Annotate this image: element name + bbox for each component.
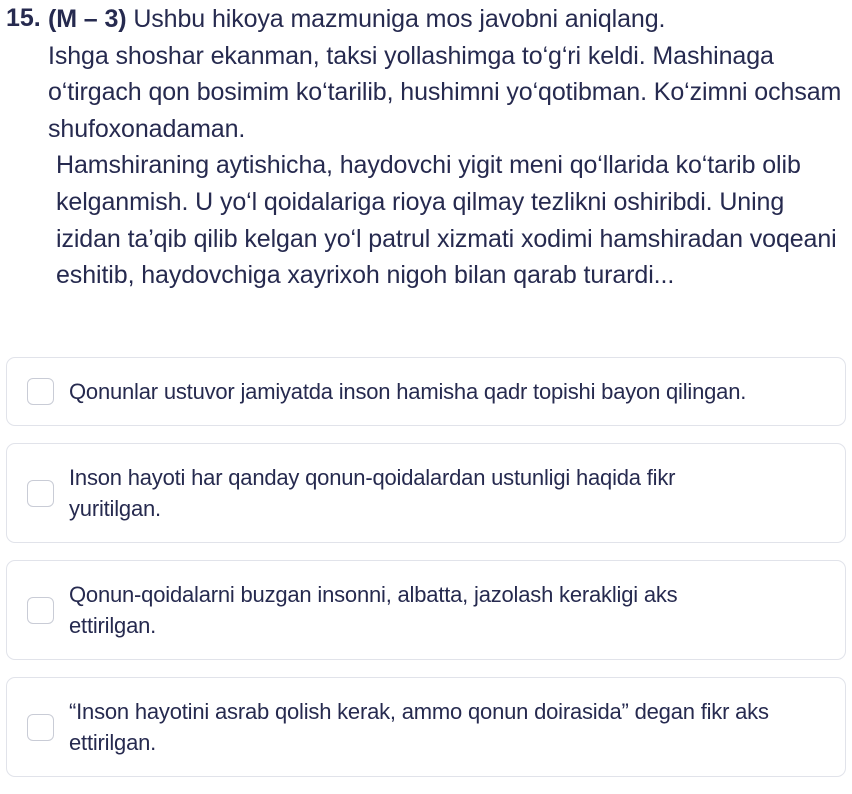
answer-option-3[interactable]: [6, 560, 846, 660]
answer-option-4[interactable]: [6, 677, 846, 777]
checkbox[interactable]: [27, 378, 54, 405]
answer-option-2[interactable]: [6, 443, 846, 543]
question-tag: (M – 3): [48, 5, 127, 33]
answer-options: [6, 357, 846, 794]
answer-option-text: Inson hayoti har qanday qonun-qoidalardan ustunligi haqida fikr yuritilgan.: [69, 464, 676, 521]
question-first-paragraph: [48, 1, 852, 147]
question-prompt: Ushbu hikoya mazmuniga mos javobni aniqlang.: [126, 5, 666, 33]
answer-option-text: “Inson hayotini asrab qolish kerak, ammo qonun doirasida” degan fikr aks ettirilgan.: [69, 698, 769, 755]
question-paragraph-1: Ishga shoshar ekanman, taksi yollashimga to‘g‘ri keldi. Mashinaga o‘tirgach qon bosimim ko‘tarilib, hushimni yo‘qotibman. Ko‘zimni ochsam shufoxonadaman.: [48, 41, 842, 143]
question-row: [0, 0, 852, 294]
question-block: [0, 0, 852, 294]
answer-option-1[interactable]: [6, 357, 846, 426]
question-number: 15.: [6, 4, 41, 32]
checkbox[interactable]: [27, 480, 54, 507]
question-paragraph-2: Hamshiraning aytishicha, haydovchi yigit meni qo‘llarida ko‘tarib olib kelganmish. U yo‘l qoidalariga rioya qilmay tezlikni oshiribdi. Uning izidan ta’qib qilib kelgan yo‘l patrul xizmati xodimi hamshiradan voqeani eshitib, haydovchiga xayrixoh nigoh bilan qarab turardi...: [56, 151, 837, 290]
answer-option-text: Qonun-qoidalarni buzgan insonni, albatta, jazolash kerakligi aks ettirilgan.: [69, 581, 678, 638]
question-text: [48, 1, 852, 294]
checkbox[interactable]: [27, 597, 54, 624]
answer-option-text: Qonunlar ustuvor jamiyatda inson hamisha qadr topishi bayon qilingan.: [69, 378, 747, 404]
checkbox[interactable]: [27, 714, 54, 741]
